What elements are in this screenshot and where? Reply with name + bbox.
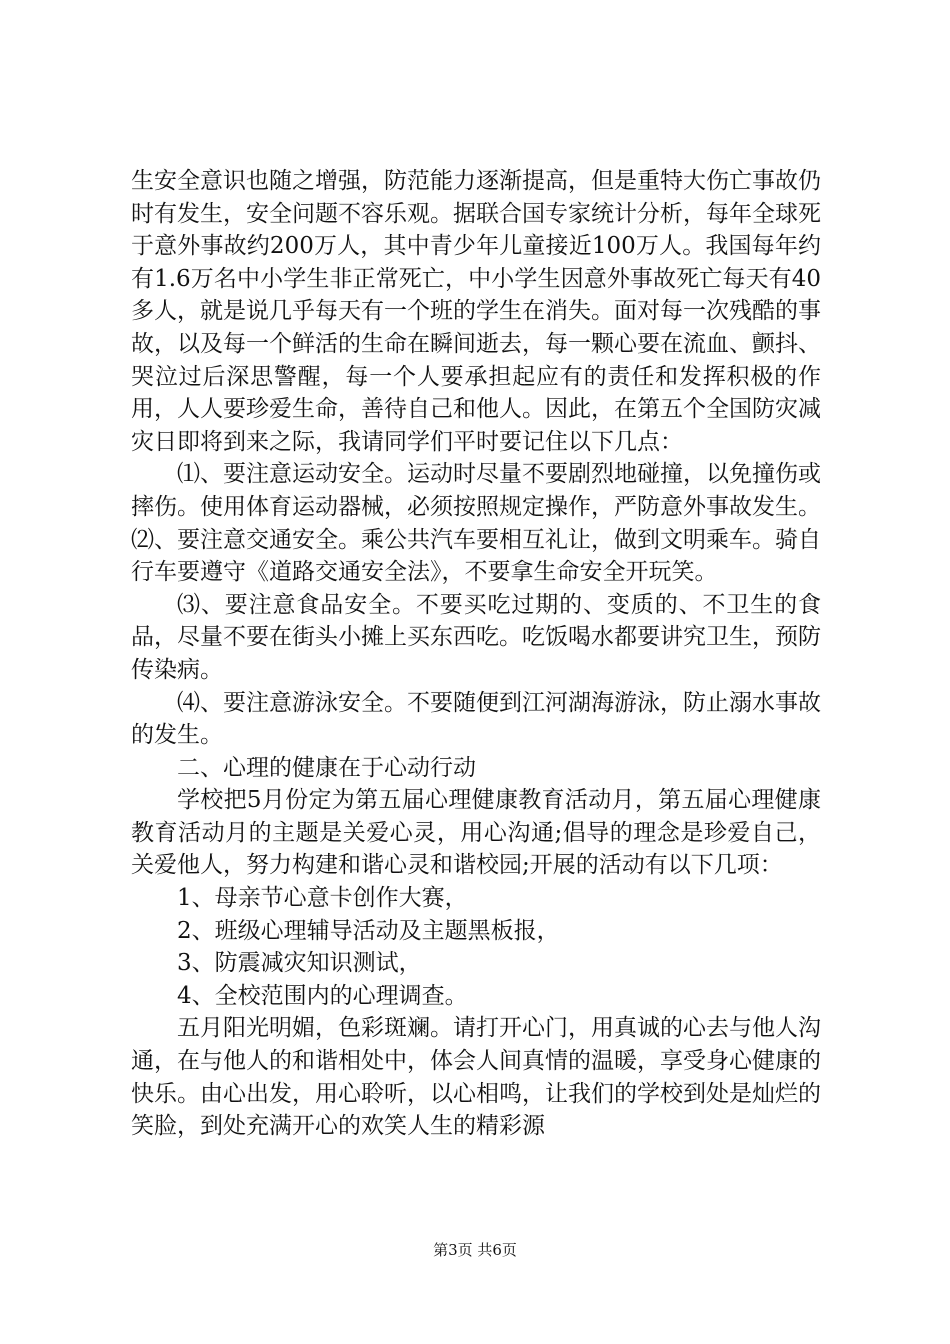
body-paragraph: 五月阳光明媚，色彩斑斓。请打开心门，用真诚的心去与他人沟通，在与他人的和谐相处中，体会人间真情的温暖，享受身心健康的快乐。由心出发，用心聆听，以心相鸣，让我们的学校到处是灿烂的笑脸，到处充满开心的欢笑人生的精彩源: [131, 1015, 821, 1140]
body-paragraph: 学校把5月份定为第五届心理健康教育活动月，第五届心理健康教育活动月的主题是关爱心灵，用心沟通;倡导的理念是珍爱自己，关爱他人，努力构建和谐心灵和谐校园;开展的活动有以下几项：: [131, 787, 821, 879]
list-item: 3、防震减灾知识测试，: [177, 950, 422, 977]
list-item: 1、母亲节心意卡创作大赛，: [177, 885, 468, 912]
list-item: 2、班级心理辅导活动及主题黑板报，: [177, 917, 560, 944]
list-item: 4、全校范围内的心理调查。: [177, 982, 468, 1009]
safety-point-sports-traffic: ⑴、要注意运动安全。运动时尽量不要剧烈地碰撞，以免撞伤或摔伤。使用体育运动器械，必须按照规定操作，严防意外事故发生。⑵、要注意交通安全。乘公共汽车要相互礼让，做到文明乘车。骑自行车要遵守《道路交通安全法》，不要拿生命安全开玩笑。: [131, 461, 821, 586]
safety-point-food: ⑶、要注意食品安全。不要买吃过期的、变质的、不卫生的食品，尽量不要在街头小摊上买东西吃。吃饭喝水都要讲究卫生，预防传染病。: [131, 591, 821, 683]
body-paragraph: 生安全意识也随之增强，防范能力逐渐提高，但是重特大伤亡事故仍时有发生，安全问题不容乐观。据联合国专家统计分析，每年全球死于意外事故约200万人，其中青少年儿童接近100万人。我国每年约有1.6万名中小学生非正常死亡，中小学生因意外事故死亡每天有40多人，就是说几乎每天有一个班的学生在消失。面对每一次残酷的事故，以及每一个鲜活的生命在瞬间逝去，每一颗心要在流血、颤抖、哭泣过后深思警醒，每一个人要承担起应有的责任和发挥积极的作用，人人要珍爱生命，善待自己和他人。因此，在第五个全国防灾减灾日即将到来之际，我请同学们平时要记住以下几点：: [131, 168, 821, 455]
page-number: 第3页 共6页: [433, 1241, 517, 1259]
document-body: [131, 165, 821, 1143]
safety-point-swimming: ⑷、要注意游泳安全。不要随便到江河湖海游泳，防止溺水事故的发生。: [131, 689, 821, 749]
section-heading: 二、心理的健康在于心动行动: [177, 754, 476, 781]
